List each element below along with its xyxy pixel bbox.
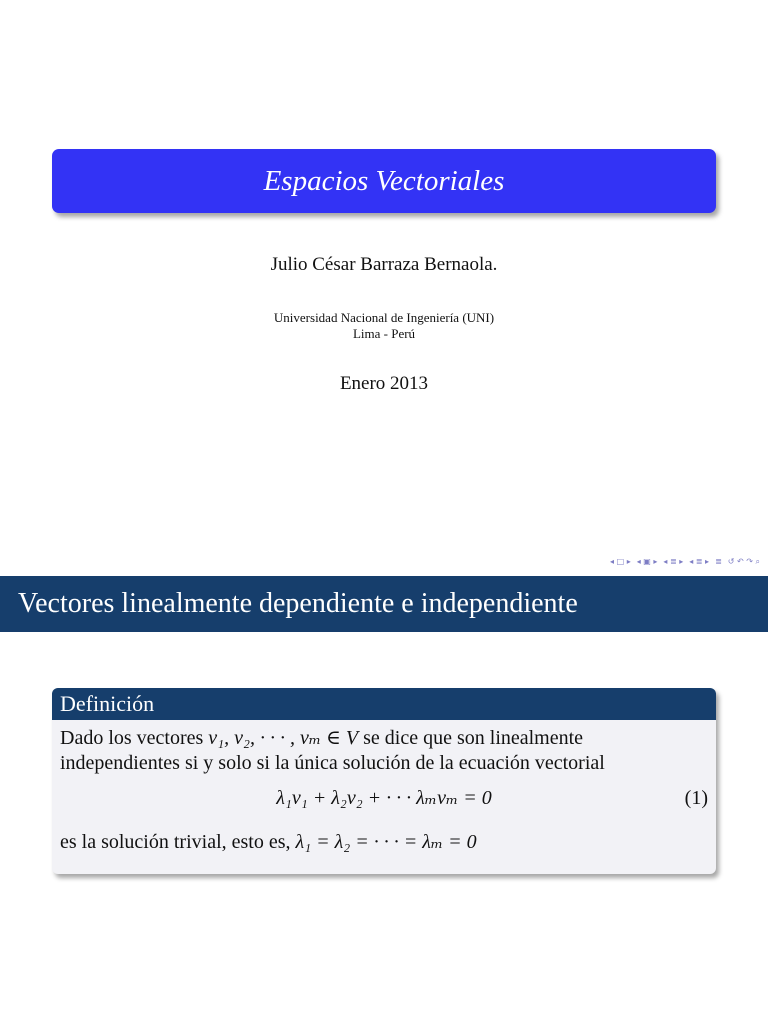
definition-text: Dado los vectores [60,727,209,749]
definition-block [52,688,716,874]
author-name: Julio César Barraza Bernaola. [270,254,498,275]
frame-title: Vectores linealmente dependiente e independiente [18,588,578,619]
equation-row [60,786,708,830]
definition-header: Definición [52,688,716,720]
definition-line-1 [60,726,708,751]
definition-body [52,720,716,855]
nav-outline-icon[interactable]: ≣ [715,557,722,566]
institution-name: Universidad Nacional de Ingeniería (UNI) [273,310,495,325]
definition-line-3 [60,830,708,855]
beamer-navigation-bar [610,557,760,567]
trivial-solution-math: λ₁ = λ₂ = · · · = λₘ = 0 [295,831,477,853]
equation-number: (1) [684,787,708,809]
institution-block [0,310,768,342]
definition-text: se dice que son linealmente [358,727,584,749]
title-box [52,149,716,213]
definition-line-2: independientes si y solo si la única solución de la ecuación vectorial [60,752,605,774]
definition-text: es la solución trivial, esto es, [60,831,296,853]
vectors-math: v₁, v₂, · · · , vₘ ∈ V [208,727,359,749]
nav-subsection-icon[interactable]: ◂ ≣ ▸ [689,557,710,566]
frame-title-bar [0,576,768,632]
presentation-title: Espacios Vectoriales [263,164,505,197]
nav-first-icon[interactable]: ◂ □ ▸ [610,557,631,566]
nav-section-icon[interactable]: ◂ ≣ ▸ [663,557,684,566]
nav-frame-icon[interactable]: ◂ ▣ ▸ [636,557,658,566]
definition-slide [0,576,768,1024]
presentation-date: Enero 2013 [339,373,429,394]
linear-combination-equation: λ₁v₁ + λ₂v₂ + · · · λₘvₘ = 0 [276,787,492,809]
nav-search-icon[interactable]: ↺ ↶ ↷ ⌕ [727,557,760,566]
institution-location: Lima - Perú [352,326,416,341]
